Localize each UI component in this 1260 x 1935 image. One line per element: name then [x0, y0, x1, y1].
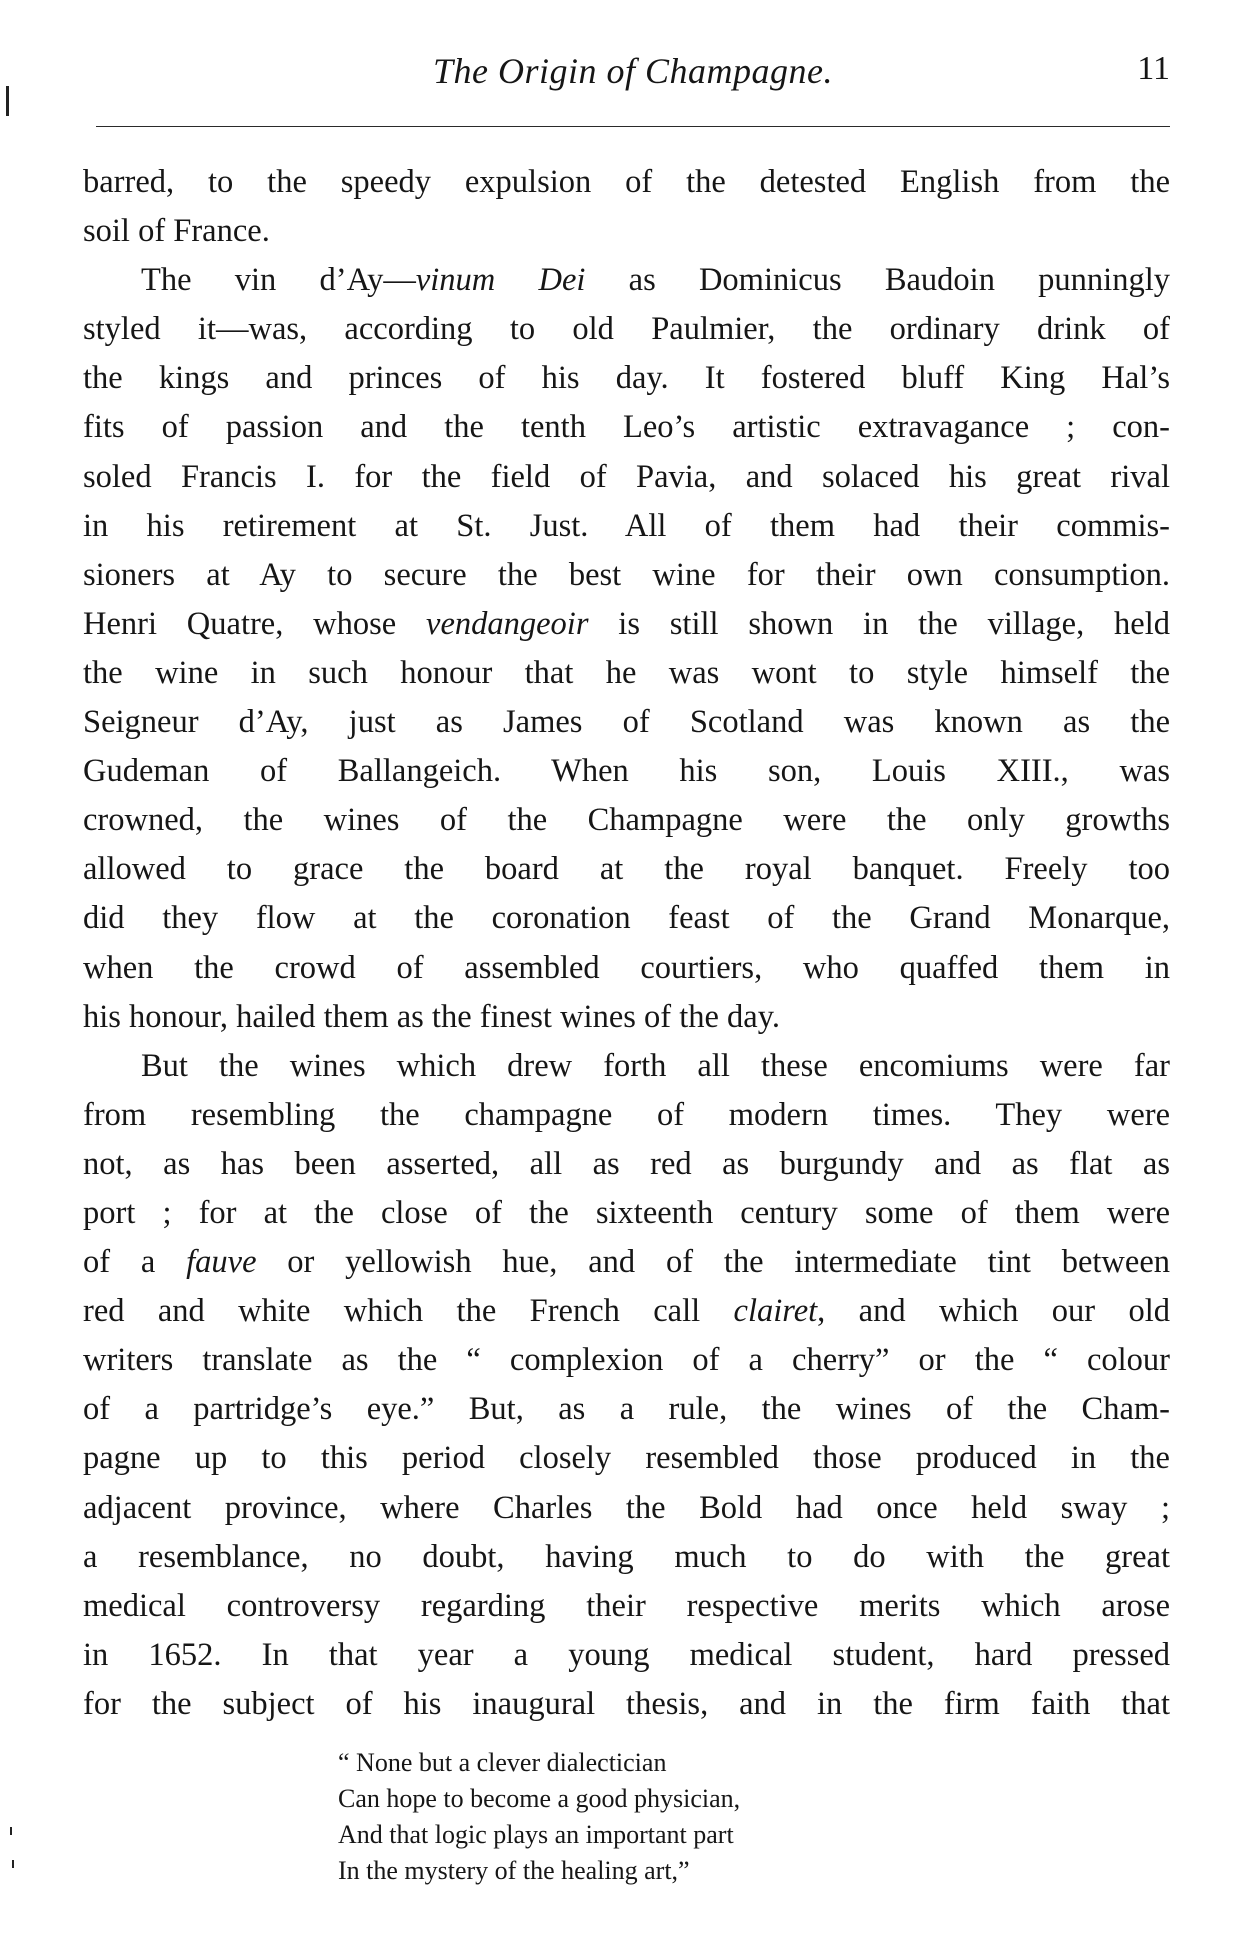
text-line: port ; for at the close of the sixteenth century some of them were: [83, 1194, 1170, 1231]
text-line: did they flow at the coronation feast of the Grand Monarque,: [83, 900, 1170, 937]
text-line: the kings and princes of his day. It fostered bluff King Hal’s: [83, 360, 1170, 397]
text-line: allowed to grace the board at the royal banquet. Freely too: [83, 851, 1170, 888]
text-line: Seigneur d’Ay, just as James of Scotland was known as the: [83, 704, 1170, 741]
text-line: his honour, hailed them as the finest wines of the day.: [83, 998, 780, 1035]
text-line: Henri Quatre, whose vendangeoir is still shown in the village, held: [83, 605, 1170, 642]
body-text: [83, 158, 1170, 1729]
text-line: medical controversy regarding their respective merits which arose: [83, 1587, 1170, 1624]
text-line: Gudeman of Ballangeich. When his son, Louis XIII., was: [83, 753, 1170, 790]
page-header: [96, 50, 1170, 100]
text-line: for the subject of his inaugural thesis, and in the firm faith that: [83, 1685, 1170, 1722]
text-line: not, as has been asserted, all as red as burgundy and as flat as: [83, 1145, 1170, 1182]
text-line: soil of France.: [83, 213, 270, 250]
page-number: 11: [1137, 50, 1170, 87]
verse-line: In the mystery of the healing art,”: [338, 1856, 690, 1885]
text-line: a resemblance, no doubt, having much to do with the great: [83, 1538, 1170, 1575]
margin-mark: [12, 1860, 14, 1868]
italic-term: vendangeoir: [426, 605, 589, 642]
verse-line: Can hope to become a good physician,: [338, 1784, 741, 1813]
text-line: in 1652. In that year a young medical student, hard pressed: [83, 1636, 1170, 1673]
verse-line: “ None but a clever dialectician: [338, 1748, 667, 1777]
text-line: from resembling the champagne of modern times. They were: [83, 1096, 1170, 1133]
running-title: The Origin of Champagne.: [432, 51, 833, 91]
text-line: pagne up to this period closely resembled those produced in the: [83, 1440, 1170, 1477]
text-line: the wine in such honour that he was wont to style himself the: [83, 654, 1170, 691]
italic-term: vinum Dei: [415, 262, 586, 299]
italic-term: fauve: [186, 1244, 257, 1281]
text-line: sioners at Ay to secure the best wine for their own consumption.: [83, 556, 1170, 593]
verse-line: And that logic plays an important part: [338, 1820, 734, 1849]
text-line: soled Francis I. for the field of Pavia, and solaced his great rival: [83, 458, 1170, 495]
paragraph: [83, 256, 1170, 1042]
text-line: of a partridge’s eye.” But, as a rule, the wines of the Cham-: [83, 1391, 1170, 1428]
paragraph: [83, 1042, 1170, 1729]
text-line: red and white which the French call clairet, and which our old: [83, 1293, 1170, 1330]
text-line: But the wines which drew forth all these encomiums were far: [141, 1047, 1170, 1084]
text-line: writers translate as the “ complexion of a cherry” or the “ colour: [83, 1342, 1170, 1379]
text-line: crowned, the wines of the Champagne were the only growths: [83, 802, 1170, 839]
margin-mark: [6, 86, 9, 116]
paragraph: [83, 158, 1170, 256]
header-rule: [96, 126, 1170, 127]
text-line: adjacent province, where Charles the Bold had once held sway ;: [83, 1489, 1170, 1526]
italic-term: clairet: [733, 1293, 818, 1330]
text-line: when the crowd of assembled courtiers, who quaffed them in: [83, 949, 1170, 986]
text-line: barred, to the speedy expulsion of the detested English from the: [83, 164, 1170, 200]
text-line: in his retirement at St. Just. All of them had their commis-: [83, 507, 1170, 544]
margin-mark: [10, 1827, 12, 1835]
text-line: fits of passion and the tenth Leo’s artistic extravagance ; con-: [83, 409, 1170, 446]
text-line: The vin d’Ay—vinum Dei as Dominicus Baudoin punningly: [141, 262, 1170, 299]
verse-quotation: [338, 1745, 740, 1889]
text-line: of a fauve or yellowish hue, and of the intermediate tint between: [83, 1244, 1170, 1281]
text-line: styled it—was, according to old Paulmier, the ordinary drink of: [83, 311, 1170, 348]
